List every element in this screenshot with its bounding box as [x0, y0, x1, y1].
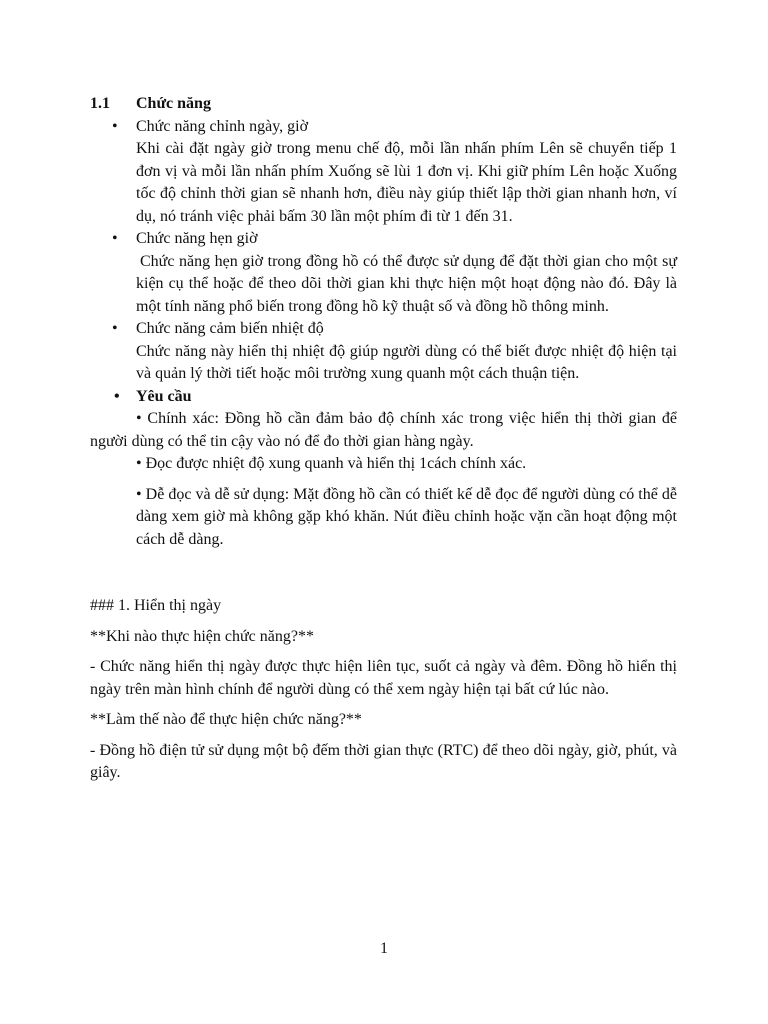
- blank-space: [90, 551, 677, 595]
- bullet-item-timer: [90, 228, 677, 251]
- paragraph-timer: Chức năng hẹn giờ trong đồng hồ có thể được sử dụng để đặt thời gian cho một sự kiện cụ thể hoặc để theo dõi thời gian khi thực hiện một hoạt động nào đó. Đây là một tính năng phổ biến trong đồng hồ kỹ thuật số và đồng hồ thông minh.: [136, 252, 677, 315]
- requirement-temperature: • Đọc được nhiệt độ xung quanh và hiển thị 1cách chính xác.: [136, 455, 527, 472]
- bullet-item-date-time: [90, 116, 677, 139]
- markdown-answer-2: - Đồng hồ điện tử sử dụng một bộ đếm thời gian thực (RTC) để theo dõi ngày, giờ, phút, và giây.: [90, 741, 677, 781]
- bullet-icon: •: [112, 320, 118, 337]
- requirement-readability: • Dễ đọc và dễ sử dụng: Mặt đồng hồ cần có thiết kế dễ đọc để người dùng có thể dễ dàng xem giờ mà không gặp khó khăn. Nút điều chỉnh hoặc vặn cần hoạt động một cách dễ dàng.: [136, 485, 677, 548]
- bullet-item-title: Chức năng hẹn giờ: [136, 230, 258, 247]
- requirement-accuracy: • Chính xác: Đồng hồ cần đảm bảo độ chính xác trong việc hiển thị thời gian để người dùng có thể tin cậy vào nó để đo thời gian hàng ngày.: [90, 410, 677, 450]
- markdown-question-1: **Khi nào thực hiện chức năng?**: [90, 627, 314, 645]
- bullet-icon: •: [112, 117, 118, 135]
- section-heading: [90, 93, 677, 116]
- page-number: 1: [380, 940, 388, 957]
- section-title: Chức năng: [136, 95, 211, 112]
- markdown-heading: ### 1. Hiển thị ngày: [90, 597, 222, 614]
- paragraph-temperature: Chức năng này hiển thị nhiệt độ giúp người dùng có thể biết được nhiệt độ hiện tại và quản lý thời tiết hoặc môi trường xung quanh một cách thuận tiện.: [136, 342, 677, 382]
- bullet-item-requirements: [90, 386, 677, 409]
- bullet-icon: •: [112, 230, 118, 247]
- markdown-question-2: **Làm thế nào để thực hiện chức năng?**: [90, 711, 362, 728]
- bullet-item-title: Chức năng cảm biến nhiệt độ: [136, 320, 324, 337]
- bullet-icon: •: [114, 387, 120, 405]
- paragraph-date-time: Khi cài đặt ngày giờ trong menu chế độ, mỗi lần nhấn phím Lên sẽ chuyển tiếp 1 đơn vị và mỗi lần nhấn phím Xuống sẽ lùi 1 đơn vị. Khi giữ phím Lên hoặc Xuống tốc độ chỉnh thời gian sẽ nhanh hơn, điều này giúp thiết lập thời gian nhanh hơn, ví dụ, nó tránh việc phải bấm 30 lần một phím đi từ 1 đến 31.: [136, 140, 677, 225]
- markdown-answer-1: - Chức năng hiển thị ngày được thực hiện liên tục, suốt cả ngày và đêm. Đồng hồ hiển thị ngày trên màn hình chính để người dùng có thể xem ngày hiện tại bất cứ lúc nào.: [90, 658, 677, 698]
- bullet-item-temperature: [90, 318, 677, 341]
- requirements-title: Yêu cầu: [136, 387, 192, 405]
- page-content: [90, 93, 677, 785]
- bullet-item-title: Chức năng chỉnh ngày, giờ: [136, 117, 309, 135]
- section-number: 1.1: [90, 95, 110, 112]
